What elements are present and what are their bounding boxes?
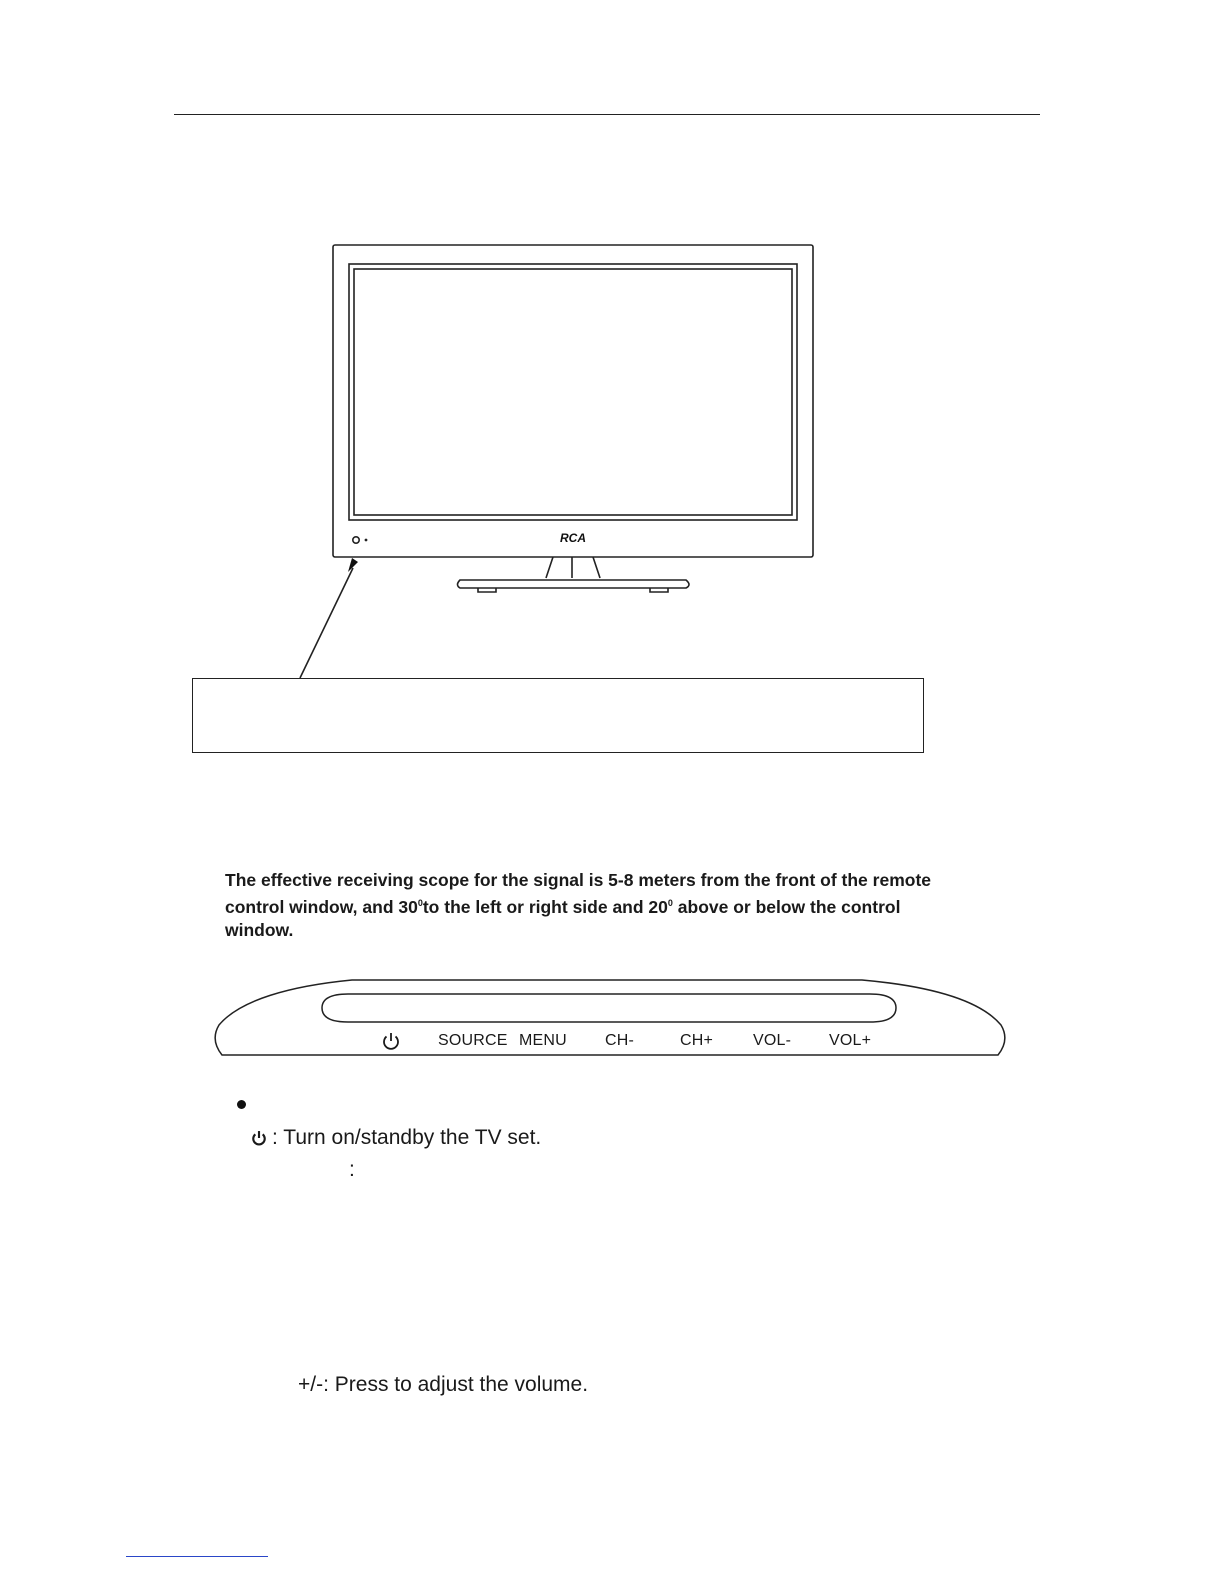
power-icon — [250, 1129, 268, 1147]
tv-stand-base — [458, 580, 690, 588]
tv-illustration — [0, 0, 1224, 720]
signal-range-note — [225, 869, 1015, 942]
tv-stand-neck — [546, 557, 600, 578]
menu-button[interactable]: MENU — [519, 1032, 567, 1049]
power-description: : Turn on/standby the TV set. — [250, 1126, 541, 1150]
tv-screen-outer — [349, 264, 797, 520]
callout-box — [192, 678, 924, 753]
tv-brand-logo: RCA — [560, 531, 586, 545]
volume-up-button[interactable]: VOL+ — [829, 1032, 872, 1049]
panel-recess — [322, 994, 896, 1022]
bullet-icon — [237, 1100, 246, 1109]
power-indicator-icon — [353, 537, 359, 543]
pointer-arrow-icon — [348, 558, 358, 572]
callout-leader — [300, 568, 353, 678]
footer-link-rule — [126, 1556, 268, 1557]
signal-note-line3: window. — [225, 919, 294, 940]
tv-screen-inner — [354, 269, 792, 515]
signal-note-line2: control window, and $30^0to$ the left or right side and $20^0$ above or below the control — [225, 896, 901, 917]
channel-up-button[interactable]: CH+ — [680, 1032, 714, 1049]
power-button-icon[interactable] — [380, 1030, 402, 1052]
signal-note-line1: The effective receiving scope for the signal is 5-8 meters from the front of the remote — [225, 870, 932, 890]
control-panel-illustration — [0, 960, 1224, 1070]
remote-sensor-icon — [365, 539, 368, 542]
channel-down-button[interactable]: CH- — [605, 1032, 635, 1049]
source-button[interactable]: SOURCE — [438, 1032, 508, 1049]
tv-bezel — [333, 245, 813, 557]
volume-description: +/-: Press to adjust the volume. — [298, 1373, 589, 1396]
volume-down-button[interactable]: VOL- — [753, 1032, 792, 1049]
source-description-colon: : — [349, 1158, 355, 1181]
